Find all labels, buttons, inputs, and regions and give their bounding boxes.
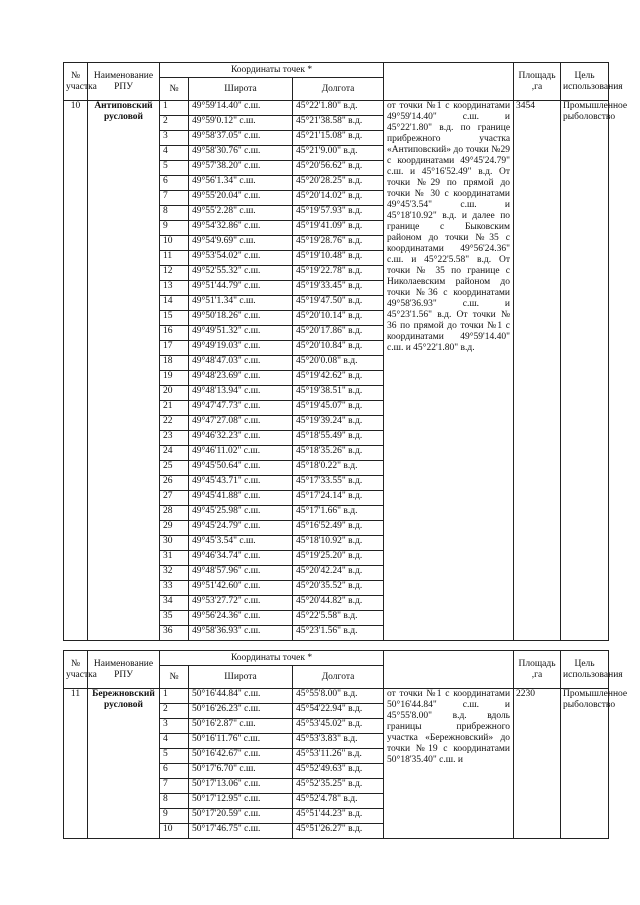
point-latitude: 49°48'47.03" с.ш. <box>189 356 293 371</box>
point-longitude: 45°53'11.26" в.д. <box>293 749 384 764</box>
point-longitude: 45°18'35.26" в.д. <box>293 446 384 461</box>
point-longitude: 45°23'1.56" в.д. <box>293 626 384 641</box>
point-number: 27 <box>160 491 189 506</box>
point-latitude: 49°56'24.36" с.ш. <box>189 611 293 626</box>
point-number: 6 <box>160 764 189 779</box>
point-latitude: 50°16'42.67" с.ш. <box>189 749 293 764</box>
point-number: 7 <box>160 779 189 794</box>
point-number: 2 <box>160 116 189 131</box>
point-number: 20 <box>160 386 189 401</box>
point-longitude: 45°21'38.58" в.д. <box>293 116 384 131</box>
point-longitude: 45°19'38.51" в.д. <box>293 386 384 401</box>
point-number: 1 <box>160 101 189 116</box>
header-area: Площадь ,га <box>514 651 561 689</box>
point-longitude: 45°16'52.49" в.д. <box>293 521 384 536</box>
header-latitude: Широта <box>189 78 293 101</box>
header-point-number: № <box>160 78 189 101</box>
point-number: 29 <box>160 521 189 536</box>
point-number: 32 <box>160 566 189 581</box>
point-longitude: 45°51'26.27" в.д. <box>293 824 384 839</box>
point-latitude: 49°46'11.02" с.ш. <box>189 446 293 461</box>
header-longitude: Долгота <box>293 78 384 101</box>
point-number: 14 <box>160 296 189 311</box>
header-description-blank <box>384 651 514 689</box>
plot-number: 10 <box>64 101 88 641</box>
point-number: 9 <box>160 809 189 824</box>
point-latitude: 49°46'32.23" с.ш. <box>189 431 293 446</box>
point-number: 23 <box>160 431 189 446</box>
point-latitude: 49°51'1.34" с.ш. <box>189 296 293 311</box>
point-number: 3 <box>160 719 189 734</box>
point-number: 22 <box>160 416 189 431</box>
point-latitude: 49°45'50.64" с.ш. <box>189 461 293 476</box>
point-latitude: 49°51'44.79" с.ш. <box>189 281 293 296</box>
point-longitude: 45°21'9.00" в.д. <box>293 146 384 161</box>
plot-area: 3454 <box>514 101 561 641</box>
point-longitude: 45°19'25.20" в.д. <box>293 551 384 566</box>
point-number: 33 <box>160 581 189 596</box>
point-longitude: 45°19'33.45" в.д. <box>293 281 384 296</box>
point-latitude: 49°54'9.69" с.ш. <box>189 236 293 251</box>
point-latitude: 49°52'55.32" с.ш. <box>189 266 293 281</box>
point-longitude: 45°52'4.78" в.д. <box>293 794 384 809</box>
point-number: 30 <box>160 536 189 551</box>
header-rpu-name: Наименование РПУ <box>88 651 160 689</box>
point-number: 24 <box>160 446 189 461</box>
header-latitude: Широта <box>189 666 293 689</box>
point-latitude: 49°54'32.86" с.ш. <box>189 221 293 236</box>
point-number: 5 <box>160 161 189 176</box>
point-longitude: 45°20'44.82" в.д. <box>293 596 384 611</box>
point-latitude: 50°17'46.75" с.ш. <box>189 824 293 839</box>
point-latitude: 50°17'6.70" с.ш. <box>189 764 293 779</box>
point-latitude: 50°17'20.59" с.ш. <box>189 809 293 824</box>
point-latitude: 49°49'19.03" с.ш. <box>189 341 293 356</box>
point-longitude: 45°19'41.09" в.д. <box>293 221 384 236</box>
point-longitude: 45°22'1.80" в.д. <box>293 101 384 116</box>
point-longitude: 45°18'10.92" в.д. <box>293 536 384 551</box>
point-latitude: 50°16'26.23" с.ш. <box>189 704 293 719</box>
point-number: 28 <box>160 506 189 521</box>
point-longitude: 45°52'49.63" в.д. <box>293 764 384 779</box>
point-number: 7 <box>160 191 189 206</box>
point-latitude: 49°55'2.28" с.ш. <box>189 206 293 221</box>
header-plot-number: № участка <box>64 651 88 689</box>
boundary-description: от точки №1 с координатами 50°16'44.84" с.ш. и 45°55'8.00" в.д. вдоль границы прибрежного участка «Бережновский» до точки №19 с координатами 50°18'35.40" с.ш. и <box>384 689 514 839</box>
header-plot-number: № участка <box>64 63 88 101</box>
point-latitude: 49°59'0.12" с.ш. <box>189 116 293 131</box>
point-number: 31 <box>160 551 189 566</box>
point-number: 11 <box>160 251 189 266</box>
point-latitude: 49°51'42.60" с.ш. <box>189 581 293 596</box>
point-longitude: 45°17'33.55" в.д. <box>293 476 384 491</box>
point-number: 35 <box>160 611 189 626</box>
point-latitude: 49°48'13.94" с.ш. <box>189 386 293 401</box>
point-longitude: 45°21'15.08" в.д. <box>293 131 384 146</box>
point-number: 1 <box>160 689 189 704</box>
header-purpose: Цель использования <box>561 651 609 689</box>
point-longitude: 45°55'8.00" в.д. <box>293 689 384 704</box>
point-latitude: 49°45'24.79" с.ш. <box>189 521 293 536</box>
point-latitude: 50°17'12.95" с.ш. <box>189 794 293 809</box>
point-number: 4 <box>160 734 189 749</box>
header-point-number: № <box>160 666 189 689</box>
point-latitude: 49°45'43.71" с.ш. <box>189 476 293 491</box>
point-longitude: 45°19'47.50" в.д. <box>293 296 384 311</box>
point-longitude: 45°20'14.02" в.д. <box>293 191 384 206</box>
boundary-description: от точки №1 с координатами 49°59'14.40" с.ш. и 45°22'1.80" в.д. по границе прибрежного участка «Антиповский» до точки №29 с координатами 49°45'24.79" с.ш. и 45°16'52.49" в.д. От точки №29 по прямой до точки № 30 с координатами 49°45'3.54" с.ш. и 45°18'10.92" в.д. и далее по границе с Быковским районом до точки №35 с координатами 49°56'24.36" с.ш. и 45°22'5.58" в.д. От точки № 35 по границе с Николаевским районом до точки №36 с координатами 49°58'36.93" с.ш. и 45°23'1.56" в.д. От точки № 36 по прямой до точки №1 с координатами 49°59'14.40" с.ш. и 45°22'1.80" в.д. <box>384 101 514 641</box>
point-latitude: 49°58'36.93" с.ш. <box>189 626 293 641</box>
point-number: 10 <box>160 824 189 839</box>
header-area: Площадь ,га <box>514 63 561 101</box>
table-row <box>64 689 609 704</box>
point-longitude: 45°20'42.24" в.д. <box>293 566 384 581</box>
plot-purpose: Промышленное рыболовство <box>561 689 609 839</box>
point-longitude: 45°20'35.52" в.д. <box>293 581 384 596</box>
plot-table-antipovsky <box>63 62 628 641</box>
point-longitude: 45°19'45.07" в.д. <box>293 401 384 416</box>
point-number: 21 <box>160 401 189 416</box>
header-coordinates: Координаты точек * <box>160 63 384 78</box>
point-longitude: 45°19'39.24" в.д. <box>293 416 384 431</box>
point-number: 8 <box>160 206 189 221</box>
point-longitude: 45°19'22.78" в.д. <box>293 266 384 281</box>
point-longitude: 45°54'22.94" в.д. <box>293 704 384 719</box>
point-latitude: 49°59'14.40" с.ш. <box>189 101 293 116</box>
point-longitude: 45°17'24.14" в.д. <box>293 491 384 506</box>
point-longitude: 45°17'1.66" в.д. <box>293 506 384 521</box>
point-number: 34 <box>160 596 189 611</box>
point-number: 16 <box>160 326 189 341</box>
point-longitude: 45°20'10.84" в.д. <box>293 341 384 356</box>
point-longitude: 45°51'44.23" в.д. <box>293 809 384 824</box>
point-number: 19 <box>160 371 189 386</box>
plot-table-berezhnovsky <box>63 650 628 839</box>
point-longitude: 45°19'57.93" в.д. <box>293 206 384 221</box>
plot-purpose: Промышленное рыболовство <box>561 101 609 641</box>
header-coordinates: Координаты точек * <box>160 651 384 666</box>
point-latitude: 49°56'1.34" с.ш. <box>189 176 293 191</box>
point-number: 18 <box>160 356 189 371</box>
point-number: 10 <box>160 236 189 251</box>
point-latitude: 50°17'13.06" с.ш. <box>189 779 293 794</box>
point-latitude: 49°55'20.04" с.ш. <box>189 191 293 206</box>
plot-number: 11 <box>64 689 88 839</box>
point-latitude: 49°46'34.74" с.ш. <box>189 551 293 566</box>
point-number: 8 <box>160 794 189 809</box>
point-number: 13 <box>160 281 189 296</box>
point-longitude: 45°52'35.25" в.д. <box>293 779 384 794</box>
point-number: 5 <box>160 749 189 764</box>
point-latitude: 50°16'44.84" с.ш. <box>189 689 293 704</box>
point-latitude: 49°50'18.26" с.ш. <box>189 311 293 326</box>
point-latitude: 49°49'51.32" с.ш. <box>189 326 293 341</box>
point-latitude: 49°47'27.08" с.ш. <box>189 416 293 431</box>
point-number: 2 <box>160 704 189 719</box>
point-latitude: 49°48'57.96" с.ш. <box>189 566 293 581</box>
header-purpose: Цель использования <box>561 63 609 101</box>
point-latitude: 49°45'41.88" с.ш. <box>189 491 293 506</box>
table-row <box>64 101 609 116</box>
point-number: 25 <box>160 461 189 476</box>
point-longitude: 45°18'55.49" в.д. <box>293 431 384 446</box>
header-longitude: Долгота <box>293 666 384 689</box>
point-latitude: 49°45'25.98" с.ш. <box>189 506 293 521</box>
point-longitude: 45°18'0.22" в.д. <box>293 461 384 476</box>
point-number: 26 <box>160 476 189 491</box>
point-longitude: 45°19'28.76" в.д. <box>293 236 384 251</box>
point-latitude: 49°47'47.73" с.ш. <box>189 401 293 416</box>
point-number: 15 <box>160 311 189 326</box>
point-longitude: 45°53'3.83" в.д. <box>293 734 384 749</box>
point-longitude: 45°19'10.48" в.д. <box>293 251 384 266</box>
point-latitude: 49°48'23.69" с.ш. <box>189 371 293 386</box>
header-rpu-name: Наименование РПУ <box>88 63 160 101</box>
point-longitude: 45°20'28.25" в.д. <box>293 176 384 191</box>
point-longitude: 45°20'17.86" в.д. <box>293 326 384 341</box>
point-number: 4 <box>160 146 189 161</box>
point-latitude: 50°16'2.87" с.ш. <box>189 719 293 734</box>
point-latitude: 49°53'27.72" с.ш. <box>189 596 293 611</box>
point-longitude: 45°20'0.08" в.д. <box>293 356 384 371</box>
point-latitude: 50°16'11.76" с.ш. <box>189 734 293 749</box>
point-number: 6 <box>160 176 189 191</box>
point-longitude: 45°53'45.02" в.д. <box>293 719 384 734</box>
header-description-blank <box>384 63 514 101</box>
point-longitude: 45°19'42.62" в.д. <box>293 371 384 386</box>
point-longitude: 45°20'56.62" в.д. <box>293 161 384 176</box>
rpu-name: Антиповский русловой <box>88 101 160 641</box>
rpu-name: Бережновский русловой <box>88 689 160 839</box>
point-latitude: 49°58'30.76" с.ш. <box>189 146 293 161</box>
point-number: 9 <box>160 221 189 236</box>
point-latitude: 49°58'37.05" с.ш. <box>189 131 293 146</box>
point-number: 12 <box>160 266 189 281</box>
point-number: 36 <box>160 626 189 641</box>
point-latitude: 49°57'38.20" с.ш. <box>189 161 293 176</box>
point-latitude: 49°45'3.54" с.ш. <box>189 536 293 551</box>
point-number: 17 <box>160 341 189 356</box>
point-longitude: 45°22'5.58" в.д. <box>293 611 384 626</box>
point-latitude: 49°53'54.02" с.ш. <box>189 251 293 266</box>
point-number: 3 <box>160 131 189 146</box>
plot-area: 2230 <box>514 689 561 839</box>
point-longitude: 45°20'10.14" в.д. <box>293 311 384 326</box>
